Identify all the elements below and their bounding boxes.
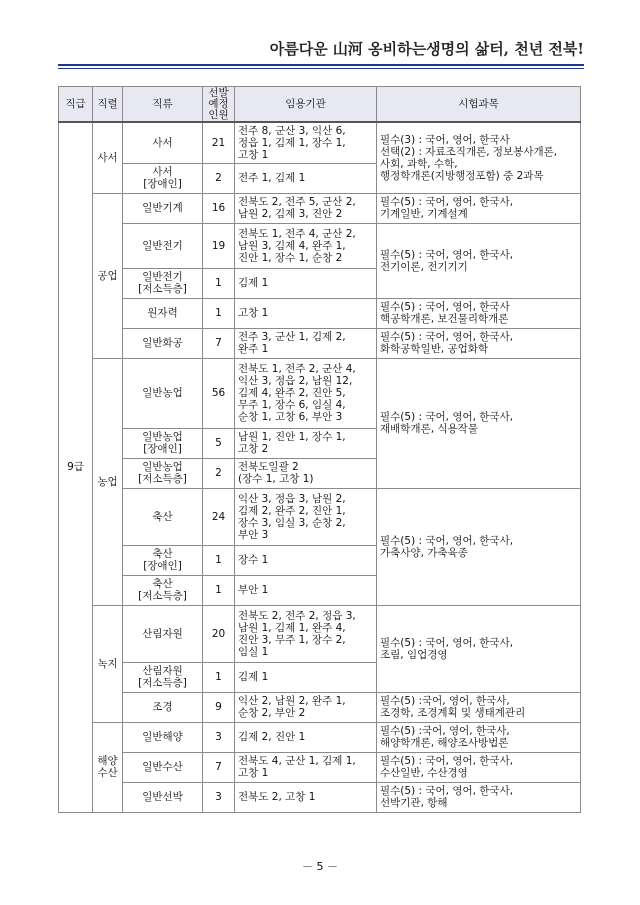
header-agency: 임용기관: [235, 87, 377, 123]
header-grade: 직급: [59, 87, 93, 123]
table-row: [59, 328, 581, 358]
table-row: [59, 122, 581, 163]
count-cell: 19: [203, 223, 235, 268]
series-nokji: 녹지: [93, 605, 123, 722]
agency-cell: 전북도 2, 전주 5, 군산 2, 남원 2, 김제 3, 진안 2: [235, 193, 377, 223]
count-cell: 2: [203, 458, 235, 488]
subjects-seonbak: 필수(5) : 국어, 영어, 한국사, 선박기관, 항해: [377, 782, 581, 812]
subjects-hwagong: 필수(5) : 국어, 영어, 한국사, 화학공학일반, 공업화학: [377, 328, 581, 358]
class-cell: 축산: [123, 488, 203, 545]
series-saseo: 사서: [93, 122, 123, 193]
class-cell: 축산 [장애인]: [123, 545, 203, 575]
agency-cell: 전주 1, 김제 1: [235, 163, 377, 193]
class-cell: 일반농업: [123, 358, 203, 428]
subjects-saseo: 필수(3) : 국어, 영어, 한국사 선택(2) : 자료조직개론, 정보봉사개론, 사회, 과학, 수학, 행정학개론(지방행정포함) 중 2과목: [377, 122, 581, 193]
agency-cell: 전북도 1, 전주 4, 군산 2, 남원 3, 김제 4, 완주 1, 진안 1, 장수 1, 순창 2: [235, 223, 377, 268]
count-cell: 9: [203, 692, 235, 722]
count-cell: 2: [203, 163, 235, 193]
agency-cell: 김제 1: [235, 662, 377, 692]
header-class: 직류: [123, 87, 203, 123]
count-cell: 1: [203, 662, 235, 692]
count-cell: 1: [203, 298, 235, 328]
table-row: [59, 692, 581, 722]
header-count: 선발 예정 인원: [203, 87, 235, 123]
subjects-jeongi: 필수(5) : 국어, 영어, 한국사, 전기이론, 전기기기: [377, 223, 581, 298]
count-cell: 21: [203, 122, 235, 163]
count-cell: 1: [203, 545, 235, 575]
agency-cell: 전북도 4, 군산 1, 김제 1, 고창 1: [235, 752, 377, 782]
class-cell: 일반전기 [저소득층]: [123, 268, 203, 298]
class-cell: 사서: [123, 122, 203, 163]
header-subjects: 시험과목: [377, 87, 581, 123]
page-number: － 5 －: [302, 860, 338, 873]
count-cell: 7: [203, 328, 235, 358]
table-row: [59, 722, 581, 752]
agency-cell: 김제 2, 진안 1: [235, 722, 377, 752]
table-header-row: [59, 87, 581, 123]
table-row: [59, 782, 581, 812]
agency-cell: 전주 8, 군산 3, 익산 6, 정읍 1, 김제 1, 장수 1, 고창 1: [235, 122, 377, 163]
agency-cell: 전북도일괄 2 (장수 1, 고창 1): [235, 458, 377, 488]
agency-cell: 김제 1: [235, 268, 377, 298]
header-series: 직렬: [93, 87, 123, 123]
table-row: [59, 223, 581, 268]
class-cell: 산림자원: [123, 605, 203, 662]
header-rule: [58, 64, 584, 66]
subjects-jogyeong: 필수(5) :국어, 영어, 한국사, 조경학, 조경계획 및 생태계관리: [377, 692, 581, 722]
class-cell: 사서 [장애인]: [123, 163, 203, 193]
subjects-susan: 필수(5) : 국어, 영어, 한국사, 수산일반, 수산경영: [377, 752, 581, 782]
agency-cell: 부안 1: [235, 575, 377, 605]
count-cell: 5: [203, 428, 235, 458]
class-cell: 일반해양: [123, 722, 203, 752]
table-row: [59, 298, 581, 328]
header-slogan: 아름다운 山河 옹비하는생명의 삶터, 천년 전북!: [269, 40, 584, 58]
count-cell: 7: [203, 752, 235, 782]
class-cell: 일반선박: [123, 782, 203, 812]
count-cell: 16: [203, 193, 235, 223]
table-row: [59, 752, 581, 782]
count-cell: 3: [203, 722, 235, 752]
class-cell: 일반화공: [123, 328, 203, 358]
header-rule-thin: [58, 68, 584, 69]
class-cell: 일반농업 [저소득층]: [123, 458, 203, 488]
class-cell: 일반기계: [123, 193, 203, 223]
series-nongeop: 농업: [93, 358, 123, 605]
table-row: [59, 193, 581, 223]
class-cell: 일반수산: [123, 752, 203, 782]
agency-cell: 전주 3, 군산 1, 김제 2, 완주 1: [235, 328, 377, 358]
subjects-gigye: 필수(5) : 국어, 영어, 한국사, 기계일반, 기계설계: [377, 193, 581, 223]
agency-cell: 장수 1: [235, 545, 377, 575]
count-cell: 3: [203, 782, 235, 812]
table-row: [59, 358, 581, 428]
count-cell: 56: [203, 358, 235, 428]
count-cell: 20: [203, 605, 235, 662]
class-cell: 원자력: [123, 298, 203, 328]
subjects-haeyang: 필수(5) :국어, 영어, 한국사, 해양학개론, 해양조사방법론: [377, 722, 581, 752]
table-row: [59, 605, 581, 662]
subjects-chuksan: 필수(5) : 국어, 영어, 한국사, 가축사양, 가축육종: [377, 488, 581, 605]
count-cell: 1: [203, 268, 235, 298]
class-cell: 일반전기: [123, 223, 203, 268]
subjects-wonjaryeok: 필수(5) : 국어, 영어, 한국사 핵공학개론, 보건물리학개론: [377, 298, 581, 328]
subjects-sallim: 필수(5) : 국어, 영어, 한국사, 조림, 임업경영: [377, 605, 581, 692]
count-cell: 1: [203, 575, 235, 605]
agency-cell: 전북도 2, 전주 2, 정읍 3, 남원 1, 김제 1, 완주 4, 진안 3, 무주 1, 장수 2, 임실 1: [235, 605, 377, 662]
agency-cell: 고창 1: [235, 298, 377, 328]
series-haeyang: 해양 수산: [93, 722, 123, 812]
count-cell: 24: [203, 488, 235, 545]
class-cell: 축산 [저소득층]: [123, 575, 203, 605]
agency-cell: 전북도 1, 전주 2, 군산 4, 익산 3, 정읍 2, 남원 12, 김제 4, 완주 2, 진안 5, 무주 1, 장수 6, 임실 4, 순창 1, 고창 6, 부안 3: [235, 358, 377, 428]
class-cell: 산림자원 [저소득층]: [123, 662, 203, 692]
agency-cell: 익산 3, 정읍 3, 남원 2, 김제 2, 완주 2, 진안 1, 장수 3, 임실 3, 순창 2, 부안 3: [235, 488, 377, 545]
class-cell: 일반농업 [장애인]: [123, 428, 203, 458]
agency-cell: 남원 1, 진안 1, 장수 1, 고창 2: [235, 428, 377, 458]
agency-cell: 전북도 2, 고창 1: [235, 782, 377, 812]
subjects-nongeop: 필수(5) : 국어, 영어, 한국사, 재배학개론, 식용작물: [377, 358, 581, 488]
table-row: [59, 488, 581, 545]
agency-cell: 익산 2, 남원 2, 완주 1, 순창 2, 부안 2: [235, 692, 377, 722]
recruitment-table: [58, 86, 581, 813]
class-cell: 조경: [123, 692, 203, 722]
grade-cell: 9급: [59, 122, 93, 812]
series-gongeop: 공업: [93, 193, 123, 358]
